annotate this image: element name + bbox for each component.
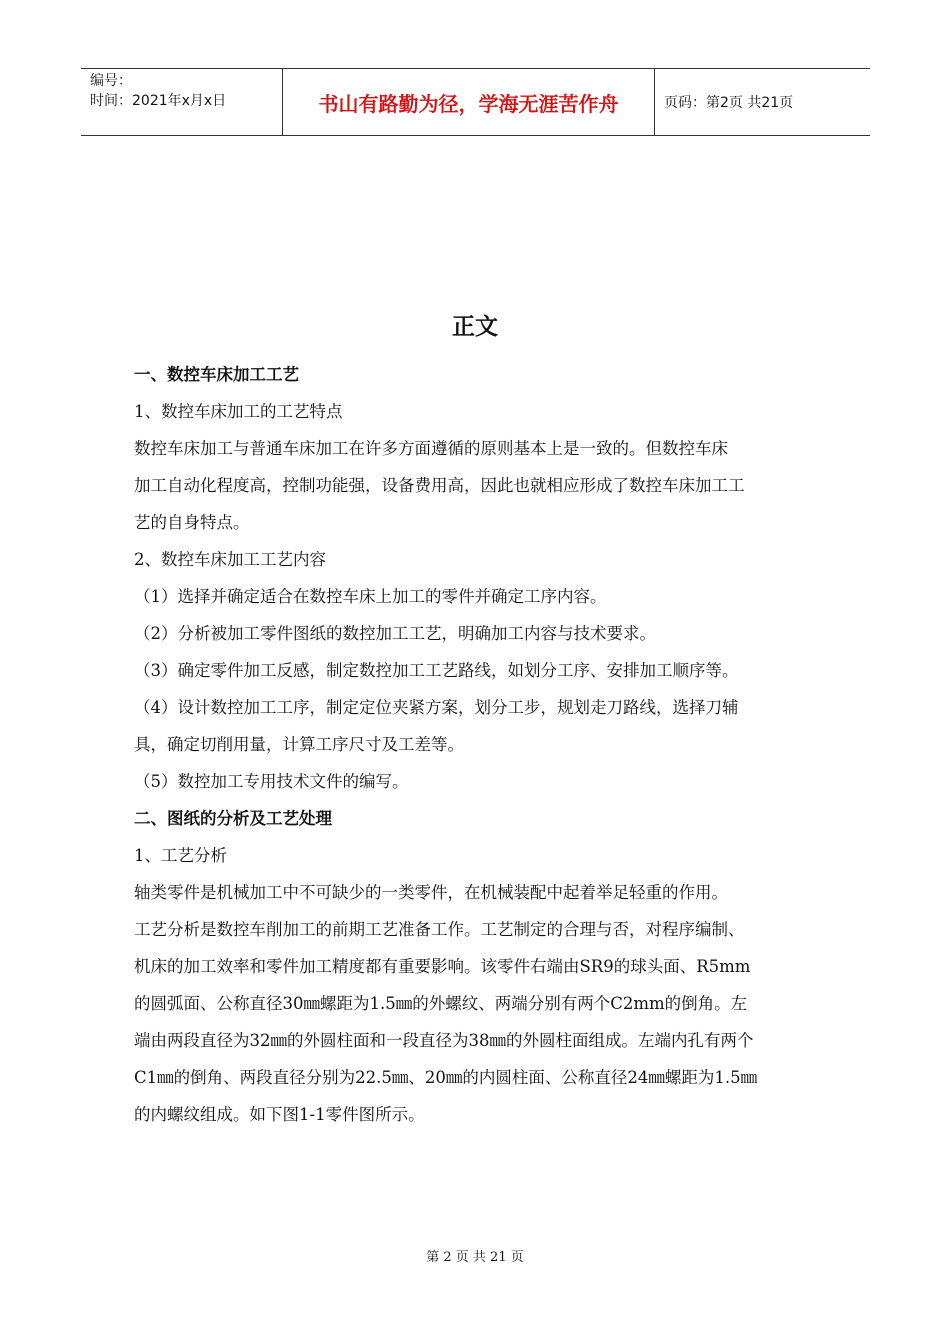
paragraph-line: 工艺分析是数控车削加工的前期工艺准备工作。工艺制定的合理与否，对程序编制、 xyxy=(134,920,745,939)
list-item: （4）设计数控加工工序，制定定位夹紧方案，划分工步，规划走刀路线，选择刀辅 xyxy=(134,698,739,717)
paragraph-line: 机床的加工效率和零件加工精度都有重要影响。该零件右端由SR9的球头面、R5mm xyxy=(134,957,751,976)
paragraph-line: 加工自动化程度高，控制功能强，设备费用高，因此也就相应形成了数控车床加工工 xyxy=(134,476,745,495)
header-page-info: 页码：第2页 共21页 xyxy=(664,95,794,111)
doc-date: 时间：2021年x月x日 xyxy=(90,93,227,109)
paragraph-line: C1㎜的倒角、两段直径分别为22.5㎜、20㎜的内圆柱面、公称直径24㎜螺距为1.5㎜ xyxy=(134,1068,758,1087)
list-item: （5）数控加工专用技术文件的编写。 xyxy=(134,772,409,791)
subsection-heading: 1、数控车床加工的工艺特点 xyxy=(134,402,343,421)
paragraph-line: 的圆弧面、公称直径30㎜螺距为1.5㎜的外螺纹、两端分别有两个C2mm的倒角。左 xyxy=(134,994,748,1013)
doc-number-label: 编号： xyxy=(90,73,132,89)
subsection-heading: 2、数控车床加工工艺内容 xyxy=(134,550,326,569)
page-title: 正文 xyxy=(452,314,498,340)
paragraph-line: 轴类零件是机械加工中不可缺少的一类零件，在机械装配中起着举足轻重的作用。 xyxy=(134,883,728,902)
body-text xyxy=(134,362,868,1139)
section-heading: 二、图纸的分析及工艺处理 xyxy=(134,809,332,828)
section-heading: 一、数控车床加工工艺 xyxy=(134,365,299,384)
header-motto: 书山有路勤为径，学海无涯苦作舟 xyxy=(282,69,655,135)
header-meta xyxy=(81,69,282,135)
subsection-heading: 1、工艺分析 xyxy=(134,846,227,865)
paragraph-line: 艺的自身特点。 xyxy=(134,513,250,532)
paragraph-line: 数控车床加工与普通车床加工在许多方面遵循的原则基本上是一致的。但数控车床 xyxy=(134,439,728,458)
header-table xyxy=(81,68,870,136)
list-item: （2）分析被加工零件图纸的数控加工工艺，明确加工内容与技术要求。 xyxy=(134,624,656,643)
list-item: （3）确定零件加工反感，制定数控加工工艺路线，如划分工序、安排加工顺序等。 xyxy=(134,661,739,680)
paragraph-line: 的内螺纹组成。如下图1-1零件图所示。 xyxy=(134,1105,425,1124)
list-item-continuation: 具，确定切削用量，计算工序尺寸及工差等。 xyxy=(134,735,464,754)
paragraph-line: 端由两段直径为32㎜的外圆柱面和一段直径为38㎜的外圆柱面组成。左端内孔有两个 xyxy=(134,1031,754,1050)
list-item: （1）选择并确定适合在数控车床上加工的零件并确定工序内容。 xyxy=(134,587,607,606)
page-footer: 第 2 页 共 21 页 xyxy=(426,1250,524,1265)
